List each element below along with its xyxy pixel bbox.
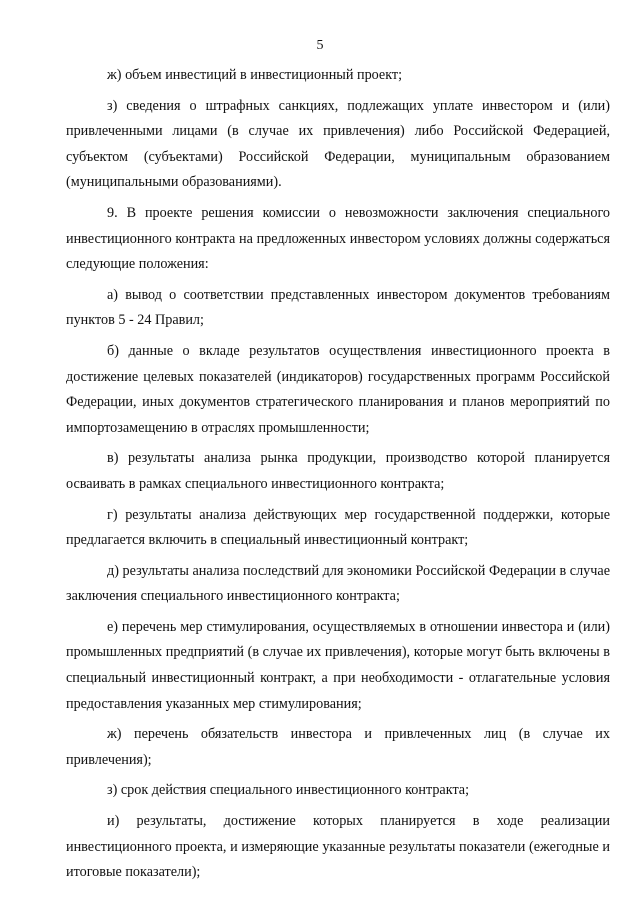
paragraph-z-penalties: з) сведения о штрафных санкциях, подлежащих уплате инвестором и (или) привлеченными лицами (в случае их привлечения) либо Российской Федерацией, субъектом (субъектами) Российской Федерации, муниципальным образованием (муниципальными образованиями). [66,97,610,191]
paragraph-zh-obligations: ж) перечень обязательств инвестора и привлеченных лиц (в случае их привлечения); [66,726,610,768]
paragraph-v-market-analysis: в) результаты анализа рынка продукции, производство которой планируется осваивать в рамках специального инвестиционного контракта; [66,450,610,492]
paragraph-g-support-measures: г) результаты анализа действующих мер государственной поддержки, которые предлагается включить в специальный инвестиционный контракт; [66,506,610,549]
paragraph-z-contract-term: з) срок действия специального инвестиционного контракта; [107,782,470,799]
paragraph-i-results: и) результаты, достижение которых планируется в ходе реализации инвестиционного проекта, и измеряющие указанные результаты показатели (ежегодные и итоговые показатели); [66,813,610,881]
page-number: 5 [316,38,324,53]
paragraph-zh-investment-volume: ж) объем инвестиций в инвестиционный проект; [107,67,403,83]
paragraph-9-commission-decision: 9. В проекте решения комиссии о невозможности заключения специального инвестиционного контракта на предложенных инвестором условиях должны содержаться следующие положения: [66,204,610,273]
paragraph-e-incentive-measures: е) перечень мер стимулирования, осуществляемых в отношении инвестора и (или) промышленных предприятий (в случае их привлечения), которые могут быть включены в специальный инвестиционный контракт, а при необходимости - отлагательные условия предоставления указанных мер стимулирования; [66,618,610,712]
document-body [66,63,610,891]
paragraph-d-economic-consequences: д) результаты анализа последствий для экономики Российской Федерации в случае заключения специального инвестиционного контракта; [66,562,610,605]
paragraph-a-conclusion: а) вывод о соответствии представленных инвестором документов требованиям пунктов 5 - 24 Правил; [66,286,610,329]
paragraph-b-contribution-data: б) данные о вкладе результатов осуществления инвестиционного проекта в достижение целевых показателей (индикаторов) государственных программ Российской Федерации, иных документов стратегического планирования и планов мероприятий по импортозамещению в отраслях промышленности; [66,342,610,436]
